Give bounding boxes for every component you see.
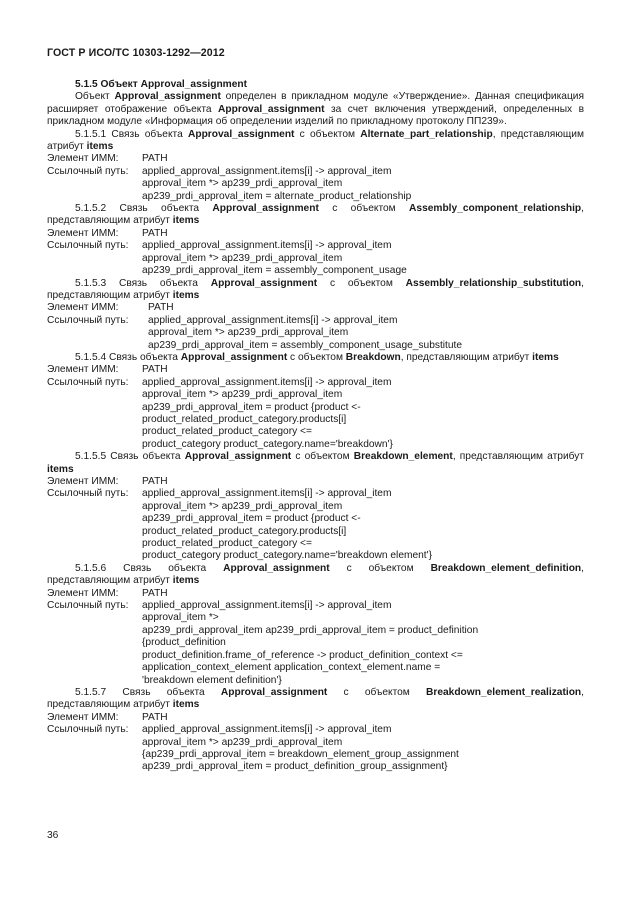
element-value: PATH xyxy=(148,302,174,314)
element-value: PATH xyxy=(142,476,168,487)
path-line: approval_item *> ap239_prdi_approval_item xyxy=(148,327,349,339)
element-value: PATH xyxy=(142,153,168,165)
path-line: product_related_product_category <= xyxy=(142,426,312,438)
path-label: Ссылочный путь: xyxy=(47,724,129,736)
element-row xyxy=(47,364,584,376)
section-heading: 5.1.5 Объект Approval_assignment xyxy=(75,79,248,90)
path-line: ap239_prdi_approval_item = product_definition_group_assignment} xyxy=(142,761,448,773)
path-line: ap239_prdi_approval_item ap239_prdi_approval_item = product_definition xyxy=(142,624,479,636)
path-line: approval_item *> ap239_prdi_approval_item xyxy=(142,178,343,190)
element-label: Элемент ИММ: xyxy=(47,364,119,376)
path-line: applied_approval_assignment.items[i] -> approval_item xyxy=(142,376,392,388)
path-label: Ссылочный путь: xyxy=(47,165,129,177)
path-line: ap239_prdi_approval_item = alternate_product_relationship xyxy=(142,190,412,202)
path-row xyxy=(47,377,584,389)
path-line: product_category product_category.name='breakdown element'} xyxy=(142,550,432,562)
element-value: PATH xyxy=(142,587,168,599)
page-number: 36 xyxy=(47,830,59,841)
path-line: applied_approval_assignment.items[i] -> approval_item xyxy=(142,488,392,500)
path-line: 'breakdown element definition'} xyxy=(142,674,282,686)
subsection-title: 5.1.5.7 Связь объекта Approval_assignment с объектом Breakdown_element_realization, представляющим атрибут items xyxy=(47,686,584,711)
subsection-title: 5.1.5.2 Связь объекта Approval_assignment с объектом Assembly_component_relationship, представляющим атрибут items xyxy=(47,203,584,227)
element-label: Элемент ИММ: xyxy=(47,587,119,599)
element-row xyxy=(47,588,584,600)
path-line: product_related_product_category.products[i] xyxy=(142,525,347,537)
path-row xyxy=(47,166,584,178)
document-header: ГОСТ Р ИСО/ТС 10303-1292—2012 xyxy=(47,47,225,59)
path-line: approval_item *> ap239_prdi_approval_item xyxy=(142,736,343,748)
path-line: applied_approval_assignment.items[i] -> approval_item xyxy=(142,165,392,177)
path-line: approval_item *> ap239_prdi_approval_item xyxy=(142,389,343,401)
element-label: Элемент ИММ: xyxy=(47,476,119,487)
path-line: ap239_prdi_approval_item = product {product <- xyxy=(142,401,361,413)
path-line: ap239_prdi_approval_item = product {product <- xyxy=(142,513,361,525)
element-row xyxy=(47,153,584,165)
subsection-title: 5.1.5.3 Связь объекта Approval_assignment с объектом Assembly_relationship_substitution, представляющим атрибут items xyxy=(47,277,585,301)
path-line: ap239_prdi_approval_item = assembly_component_usage_substitute xyxy=(148,339,463,351)
element-row xyxy=(47,476,584,488)
path-line: product_definition.frame_of_reference -> product_definition_context <= xyxy=(142,649,463,661)
path-line: product_related_product_category <= xyxy=(142,538,312,550)
path-line: applied_approval_assignment.items[i] -> approval_item xyxy=(142,724,392,736)
path-line: ap239_prdi_approval_item = assembly_component_usage xyxy=(142,265,407,277)
path-line: applied_approval_assignment.items[i] -> approval_item xyxy=(148,314,398,326)
element-label: Элемент ИММ: xyxy=(47,227,119,239)
path-line: product_related_product_category.products[i] xyxy=(142,413,347,425)
path-line: {ap239_prdi_approval_item = breakdown_element_group_assignment xyxy=(142,748,459,760)
path-row xyxy=(47,315,584,327)
path-row xyxy=(47,240,584,252)
element-row xyxy=(47,228,584,240)
element-row xyxy=(47,712,584,724)
path-row xyxy=(47,488,584,500)
element-value: PATH xyxy=(142,711,168,723)
path-line: approval_item *> ap239_prdi_approval_item xyxy=(142,500,343,512)
path-label: Ссылочный путь: xyxy=(47,314,129,326)
path-line: approval_item *> ap239_prdi_approval_item xyxy=(142,252,343,264)
subsection-title: 5.1.5.5 Связь объекта Approval_assignment с объектом Breakdown_element, представляющим атрибут items xyxy=(47,451,585,475)
path-line: product_category product_category.name='breakdown'} xyxy=(142,438,393,450)
element-label: Элемент ИММ: xyxy=(47,711,119,723)
path-line: approval_item *> xyxy=(142,612,219,624)
path-line: applied_approval_assignment.items[i] -> approval_item xyxy=(142,600,392,612)
path-row xyxy=(47,600,584,612)
path-label: Ссылочный путь: xyxy=(47,600,129,612)
element-value: PATH xyxy=(142,227,168,239)
path-label: Ссылочный путь: xyxy=(47,376,129,388)
path-label: Ссылочный путь: xyxy=(47,488,129,500)
subsection-title: 5.1.5.6 Связь объекта Approval_assignment с объектом Breakdown_element_definition, представляющим атрибут items xyxy=(47,562,585,587)
section-intro: Объект Approval_assignment определен в прикладном модуле «Утверждение». Данная спецификация расширяет отображение объекта Approval_assignment за счет включения утверждений, определенных в прикладном модуле «Информация об определении изделий по прикладному протоколу ПП239». xyxy=(47,91,584,128)
element-value: PATH xyxy=(142,364,168,376)
element-row xyxy=(47,302,584,314)
element-label: Элемент ИММ: xyxy=(47,302,119,314)
subsection-title: 5.1.5.1 Связь объекта Approval_assignment с объектом Alternate_part_relationship, представляющим атрибут items xyxy=(47,128,585,153)
path-row xyxy=(47,724,584,736)
element-label: Элемент ИММ: xyxy=(47,153,119,165)
path-label: Ссылочный путь: xyxy=(47,240,129,252)
subsection-title: 5.1.5.4 Связь объекта Approval_assignment с объектом Breakdown, представляющим атрибут items xyxy=(75,351,559,363)
document-body xyxy=(47,79,584,774)
path-line: application_context_element application_context_element.name = xyxy=(142,662,441,674)
path-line: {product_definition xyxy=(142,637,226,649)
path-line: applied_approval_assignment.items[i] -> approval_item xyxy=(142,240,392,252)
